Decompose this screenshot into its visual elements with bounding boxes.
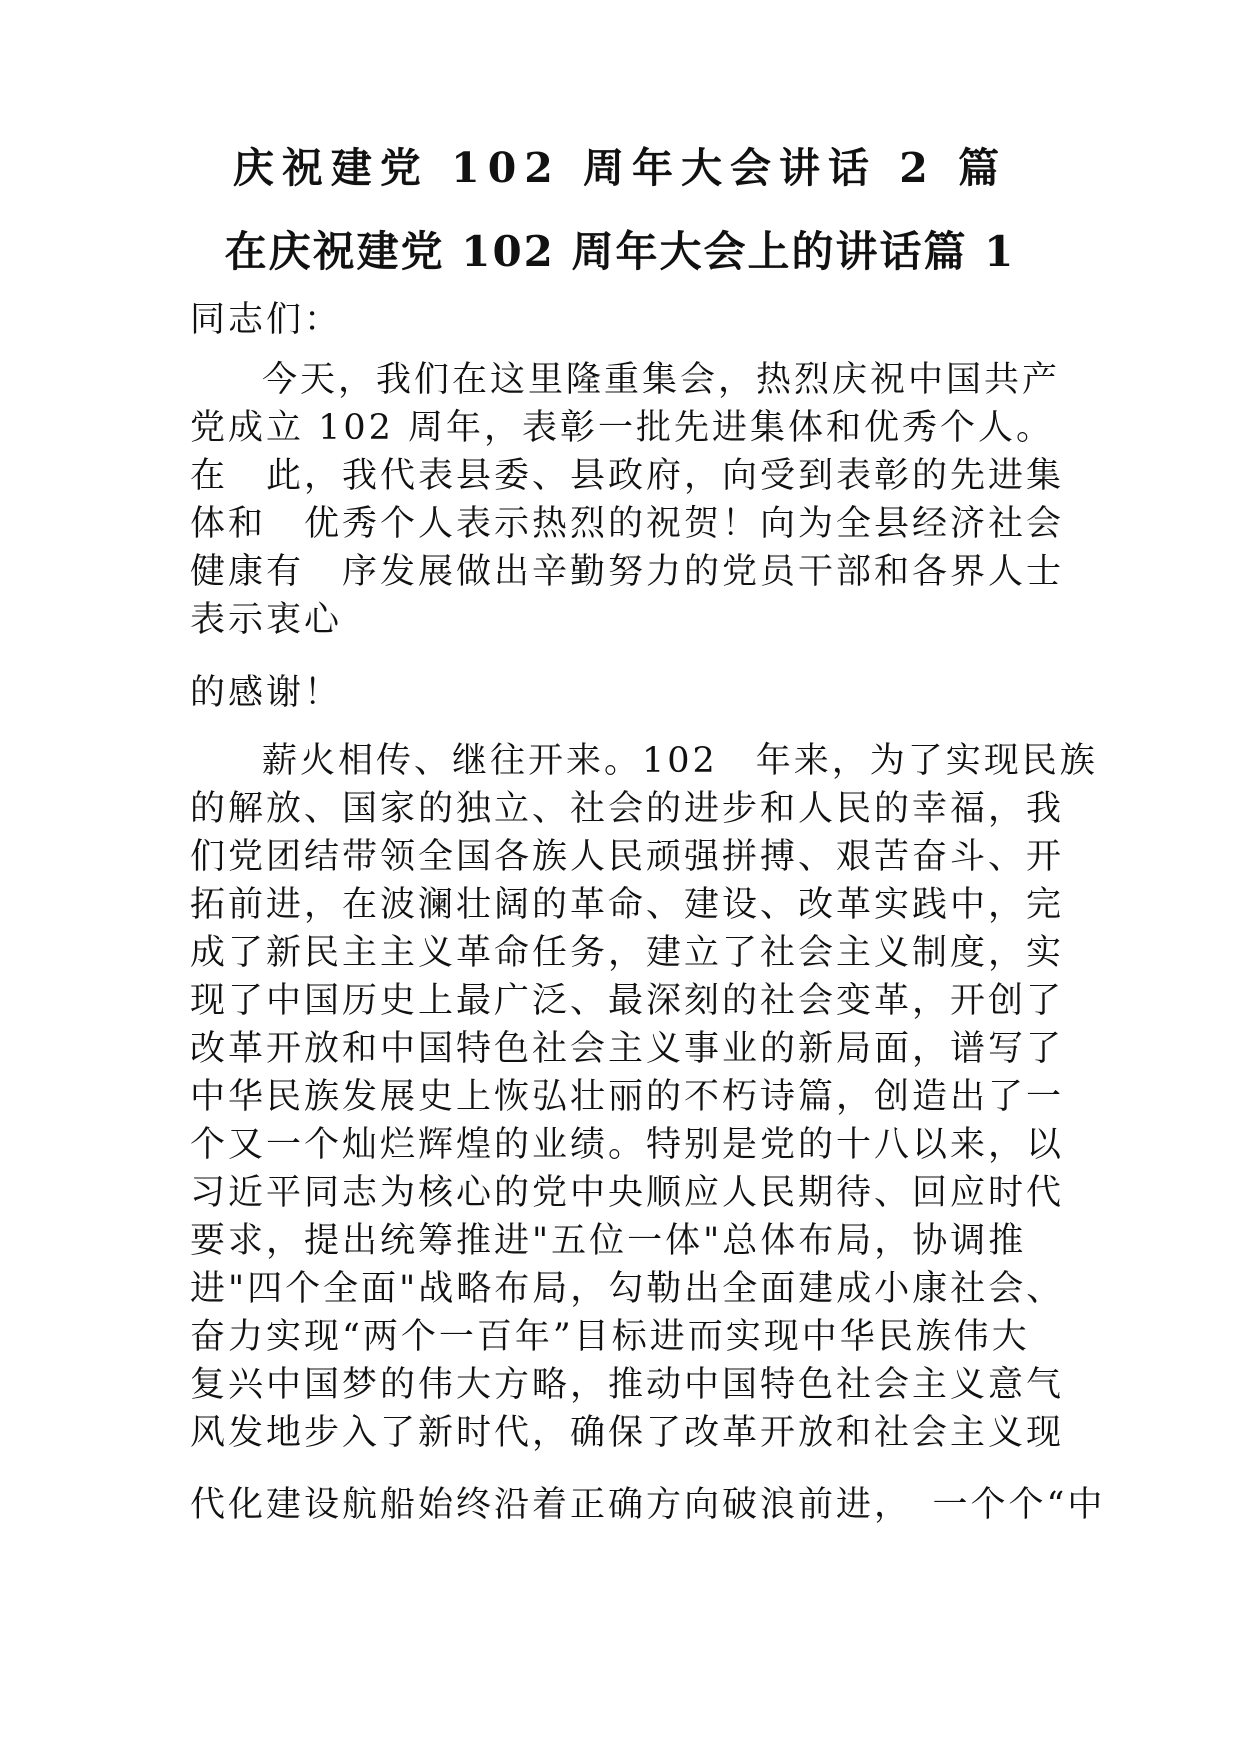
paragraph-line: 成了新民主主义革命任务，建立了社会主义制度，实 <box>190 933 1065 973</box>
salutation: 同志们： <box>190 300 343 340</box>
paragraph-line: 进"四个全面"战略布局，勾勒出全面建成小康社会、 <box>190 1269 1065 1309</box>
paragraph-line: 现了中国历史上最广泛、最深刻的社会变革，开创了 <box>190 981 1065 1021</box>
document-title: 庆祝建党 102 周年大会讲话 2 篇 <box>232 144 1008 192</box>
paragraph-line: 薪火相传、继往开来。102 年来，为了实现民族 <box>262 741 1098 781</box>
paragraph-line: 个又一个灿烂辉煌的业绩。特别是党的十八以来，以 <box>190 1125 1065 1165</box>
paragraph-line: 拓前进，在波澜壮阔的革命、建设、改革实践中，完 <box>190 885 1065 925</box>
paragraph-line: 要求，提出统筹推进"五位一体"总体布局，协调推 <box>190 1221 1027 1261</box>
paragraph-line: 风发地步入了新时代，确保了改革开放和社会主义现 <box>190 1413 1065 1453</box>
paragraph-line: 今天，我们在这里隆重集会，热烈庆祝中国共产 <box>262 360 1061 400</box>
paragraph-line: 党成立 102 周年，表彰一批先进集体和优秀个人。 <box>190 408 1055 448</box>
paragraph-line: 健康有 序发展做出辛勤努力的党员干部和各界人士 <box>190 552 1065 592</box>
paragraph-line: 们党团结带领全国各族人民顽强拼搏、艰苦奋斗、开 <box>190 837 1065 877</box>
paragraph-line: 复兴中国梦的伟大方略，推动中国特色社会主义意气 <box>190 1365 1065 1405</box>
speech-subtitle: 在庆祝建党 102 周年大会上的讲话篇 1 <box>224 227 1016 276</box>
paragraph-line: 的解放、国家的独立、社会的进步和人民的幸福，我 <box>190 789 1065 829</box>
paragraph-line: 代化建设航船始终沿着正确方向破浪前进， 一个个“中 <box>190 1485 1106 1525</box>
paragraph-line: 奋力实现“两个一百年”目标进而实现中华民族伟大 <box>190 1317 1030 1357</box>
paragraph-line: 的感谢！ <box>190 673 343 713</box>
paragraph-line: 表示衷心 <box>190 600 343 640</box>
paragraph-line: 体和 优秀个人表示热烈的祝贺！向为全县经济社会 <box>190 504 1065 544</box>
paragraph-line: 在 此，我代表县委、县政府，向受到表彰的先进集 <box>190 456 1065 496</box>
paragraph-line: 中华民族发展史上恢弘壮丽的不朽诗篇，创造出了一 <box>190 1077 1065 1117</box>
paragraph-line: 习近平同志为核心的党中央顺应人民期待、回应时代 <box>190 1173 1065 1213</box>
paragraph-line: 改革开放和中国特色社会主义事业的新局面，谱写了 <box>190 1029 1065 1069</box>
